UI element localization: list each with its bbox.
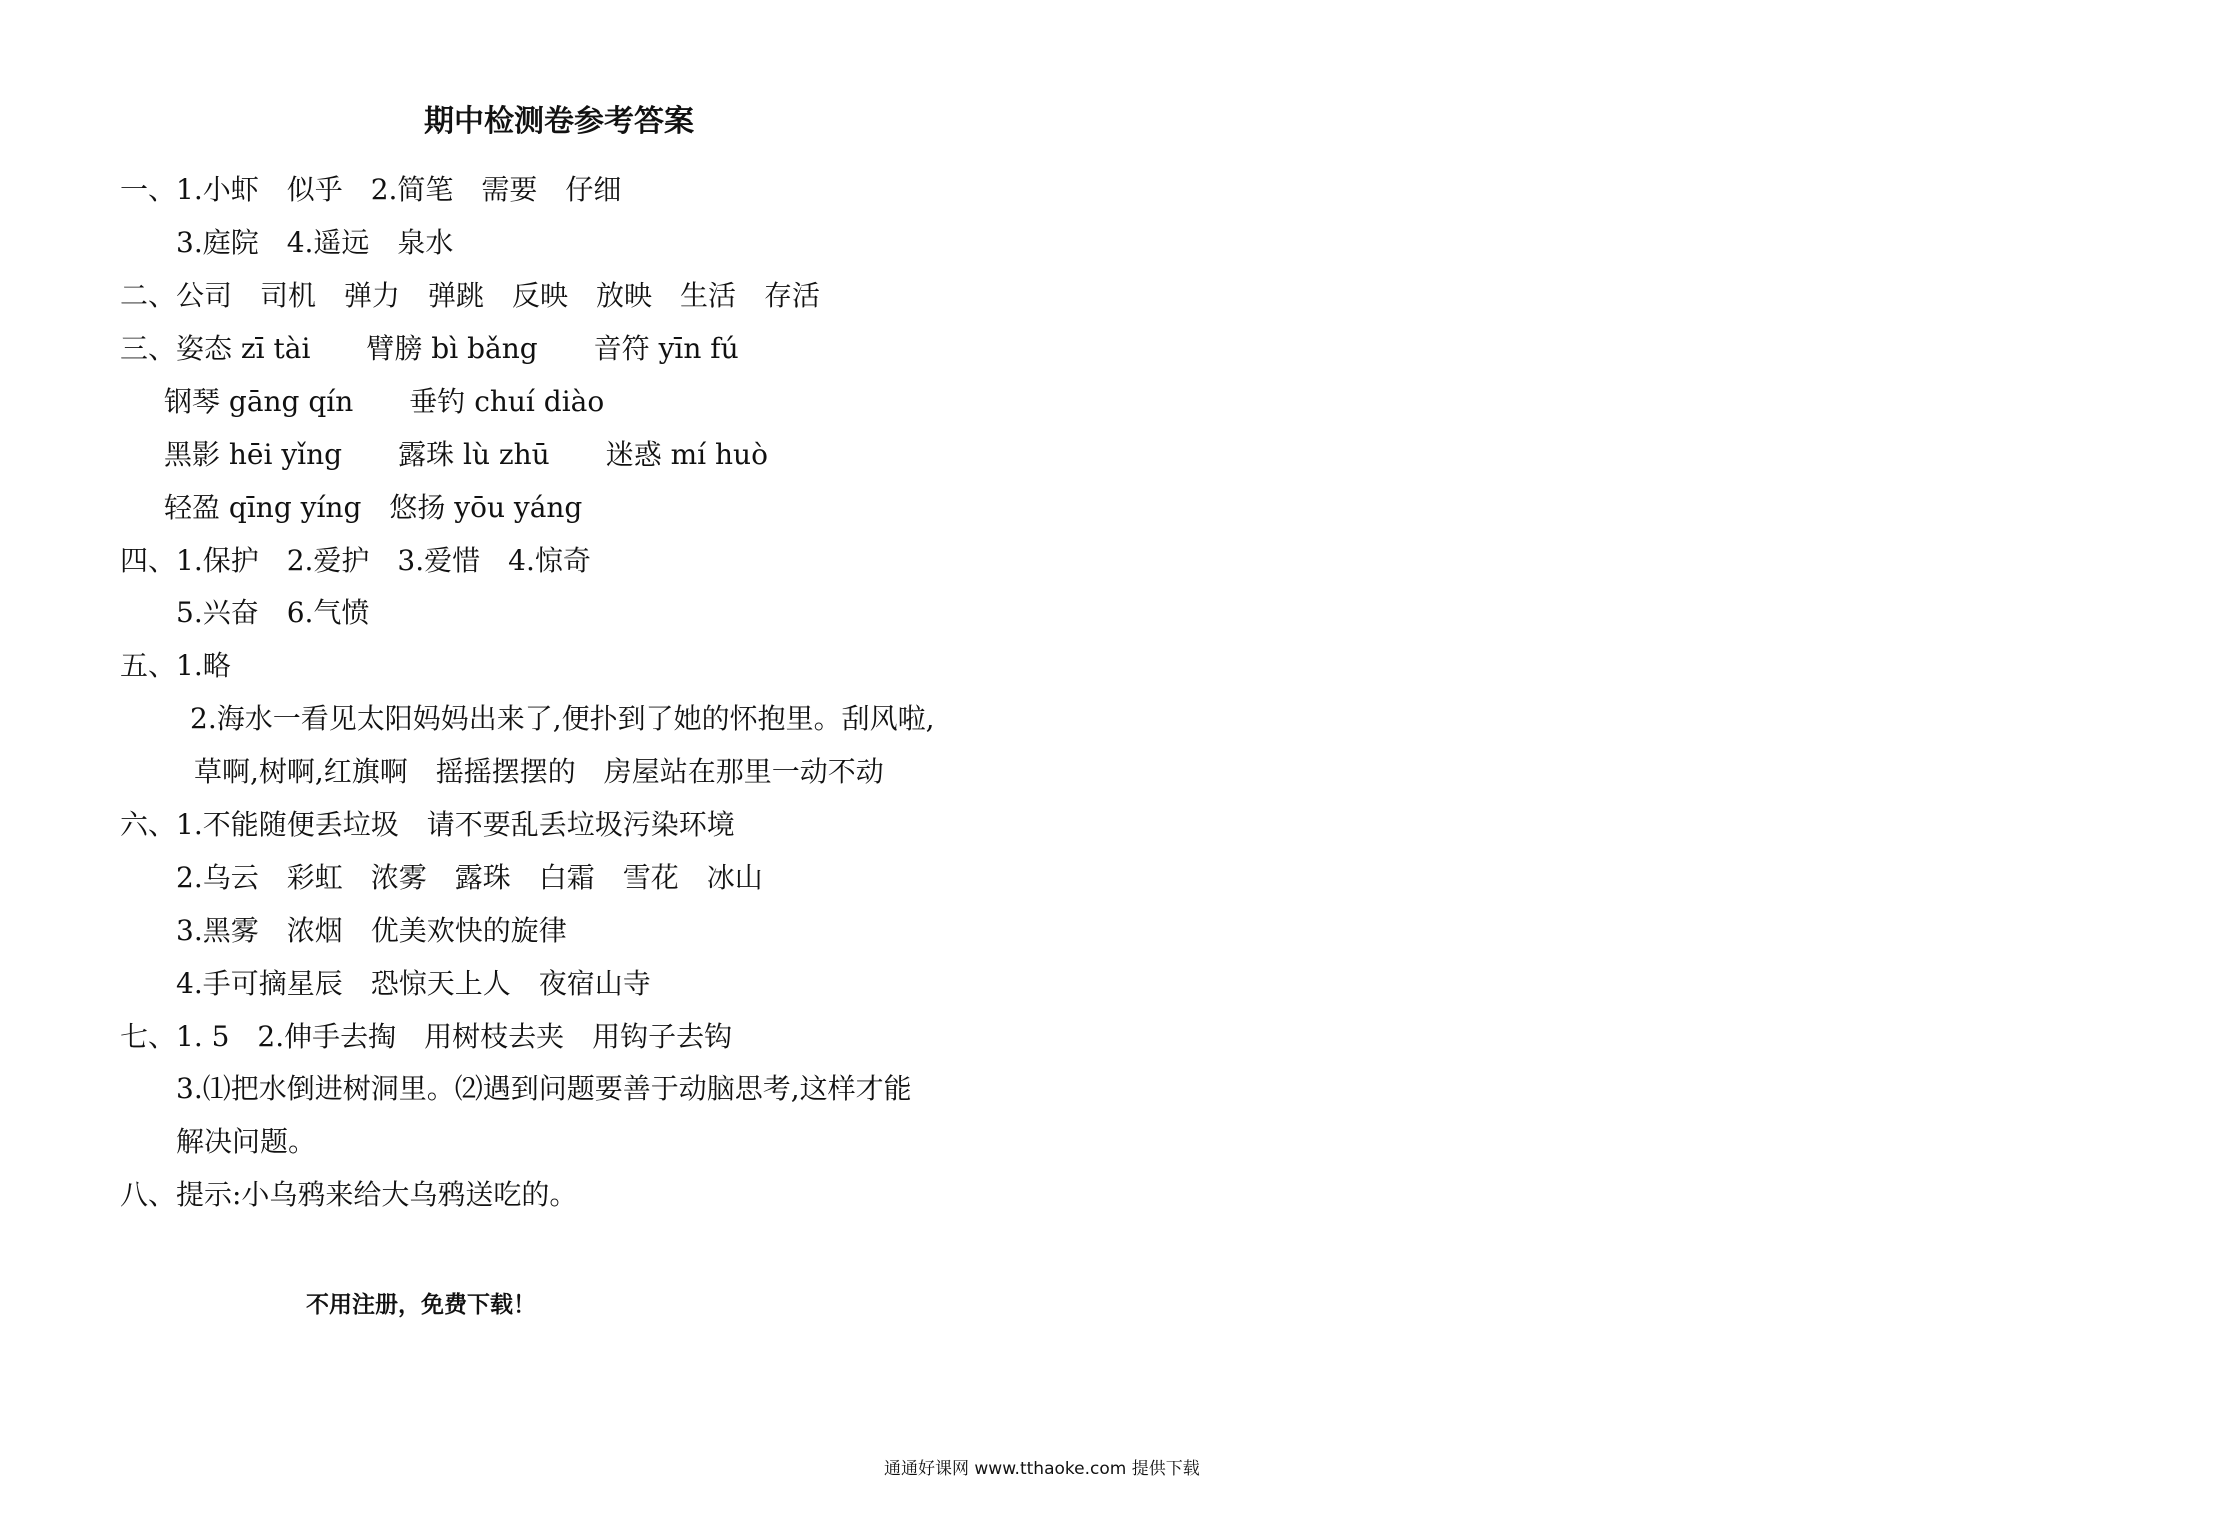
- answer-line-3: 二、公司 司机 弹力 弹跳 反映 放映 生活 存活: [120, 279, 821, 312]
- page-title: 期中检测卷参考答案: [424, 104, 694, 139]
- answer-line-14: 2.乌云 彩虹 浓雾 露珠 白霜 雪花 冰山: [176, 861, 763, 894]
- download-notice: 不用注册，免费下载！: [306, 1292, 536, 1318]
- answer-line-1: 一、1.小虾 似乎 2.简笔 需要 仔细: [120, 173, 622, 206]
- answer-line-8: 四、1.保护 2.爱护 3.爱惜 4.惊奇: [120, 544, 591, 577]
- answer-line-5: 钢琴 gāng qín 垂钓 chuí diào: [164, 385, 605, 418]
- answer-line-6: 黑影 hēi yǐng 露珠 lù zhū 迷惑 mí huò: [164, 438, 768, 471]
- answer-line-2: 3.庭院 4.遥远 泉水: [176, 226, 454, 259]
- answer-line-17: 七、1. 5 2.伸手去掏 用树枝去夹 用钩子去钩: [120, 1020, 733, 1053]
- answer-line-15: 3.黑雾 浓烟 优美欢快的旋律: [176, 914, 567, 947]
- answer-line-19: 解决问题。: [176, 1125, 317, 1158]
- answer-line-12: 草啊,树啊,红旗啊 摇摇摆摆的 房屋站在那里一动不动: [194, 755, 884, 788]
- answer-line-9: 5.兴奋 6.气愤: [176, 596, 370, 629]
- answer-line-13: 六、1.不能随便丢垃圾 请不要乱丢垃圾污染环境: [120, 808, 735, 841]
- answer-line-7: 轻盈 qīng yíng 悠扬 yōu yáng: [164, 491, 583, 524]
- answer-line-4: 三、姿态 zī tài 臂膀 bì bǎng 音符 yīn fú: [120, 332, 739, 365]
- answer-line-18: 3.⑴把水倒进树洞里。⑵遇到问题要善于动脑思考,这样才能: [176, 1072, 912, 1105]
- footer-credit: 通通好课网 www.tthaoke.com 提供下载: [884, 1459, 1200, 1479]
- answer-line-11: 2.海水一看见太阳妈妈出来了,便扑到了她的怀抱里。刮风啦,: [190, 702, 935, 735]
- answer-line-10: 五、1.略: [120, 649, 231, 682]
- answer-line-20: 八、提示:小乌鸦来给大乌鸦送吃的。: [120, 1178, 578, 1211]
- answer-line-16: 4.手可摘星辰 恐惊天上人 夜宿山寺: [176, 967, 651, 1000]
